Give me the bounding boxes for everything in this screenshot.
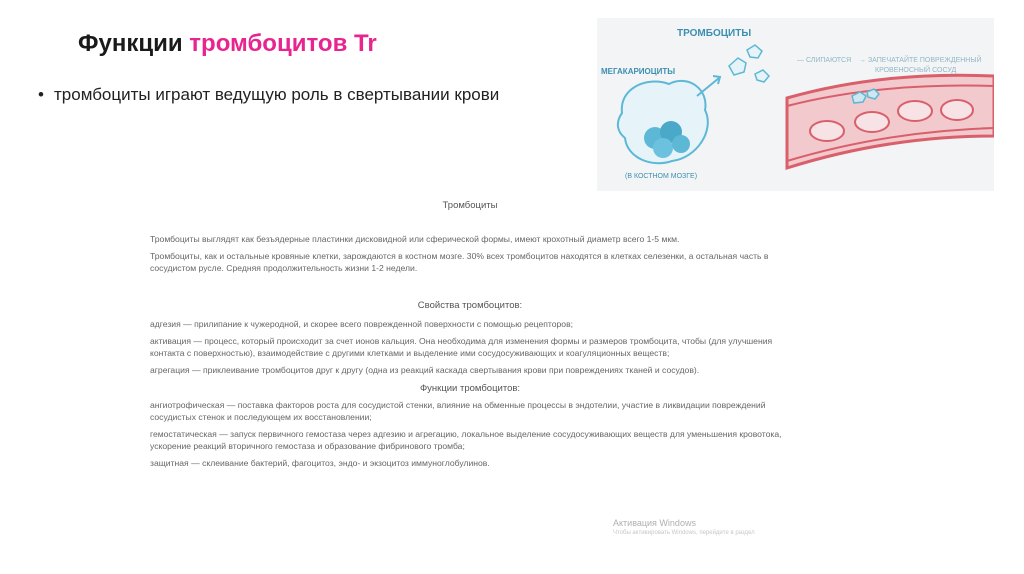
doc-list-item: гемостатическая — запуск первичного гемостаза через адгезию и агрегацию, локальное выделение сосудосуживающих веществ для уменьшения кровотока, ускорение реакций вторичного гемостаза и образование фибринового тромба; xyxy=(150,429,782,451)
platelet-illustration xyxy=(597,18,994,191)
bullet-item xyxy=(38,85,538,105)
platelet-icon xyxy=(729,58,746,75)
doc-list-item: активация — процесс, который происходит за счет ионов кальция. Она необходима для изменения формы и размеров тромбоцита, чтобы (для улучшения контакта с поверхностью), взаимодействие с другими клетками и выделение ими сосудосуживающих и коагуляционных веществ; xyxy=(150,336,773,358)
label-seal-line2: КРОВЕНОСНЫЙ СОСУД xyxy=(875,67,957,74)
platelet-icon xyxy=(755,70,769,82)
watermark-line2: Чтобы активировать Windows, перейдите в раздел xyxy=(613,530,755,536)
illustration-svg xyxy=(597,18,994,191)
doc-list-item: адгезия — прилипание к чужеродной, и скорее всего поврежденной поверхности с помощью рецепторов; xyxy=(150,318,574,329)
nucleus-lobe-icon xyxy=(653,138,673,158)
red-blood-cell-icon xyxy=(898,101,932,121)
doc-list-item: ангиотрофическая — поставка факторов роста для сосудистой стенки, влияние на обменные процессы в эндотелии, участие в ликвидации повреждений сосудистых стенок и последующем их восстановлении; xyxy=(150,400,766,422)
nucleus-lobe-icon xyxy=(672,135,690,153)
red-blood-cell-icon xyxy=(941,100,973,120)
label-megakaryocytes: МЕГАКАРИОЦИТЫ xyxy=(601,67,676,76)
doc-heading: Тромбоциты xyxy=(442,200,498,211)
bullet-text: тромбоциты играют ведущую роль в свертывании крови xyxy=(54,85,500,104)
title-plain: Функции xyxy=(78,30,183,57)
doc-list-item: защитная — склеивание бактерий, фагоцитоз, эндо- и экзоцитоз иммуноглобулинов. xyxy=(150,458,490,468)
document-excerpt xyxy=(150,200,790,470)
windows-activation-watermark xyxy=(613,518,755,536)
doc-subheading: Свойства тромбоцитов: xyxy=(417,300,523,311)
red-blood-cell-icon xyxy=(855,112,889,132)
doc-subheading: Функции тромбоцитов: xyxy=(419,382,521,394)
bullet-icon: • xyxy=(38,85,44,104)
platelet-icon xyxy=(747,45,762,58)
title-accent: тромбоцитов Tr xyxy=(189,30,377,57)
watermark-line1: Активация Windows xyxy=(613,518,696,528)
slide-title xyxy=(78,30,377,58)
label-bone-marrow: (В КОСТНОМ МОЗГЕ) xyxy=(625,173,698,180)
red-blood-cell-icon xyxy=(810,121,844,141)
doc-paragraph: Тромбоциты выглядят как безъядерные пластинки дисковидной или сферической формы, имеют крохотный диаметр всего 1-5 мкм. xyxy=(150,233,680,244)
label-seal-line1: → ЗАПЕЧАТАЙТЕ ПОВРЕЖДЕННЫЙ xyxy=(859,57,982,64)
doc-paragraph: Тромбоциты, как и остальные кровяные клетки, зарождаются в костном мозге. 30% всех тромбоцитов находятся в клетках селезенки, а остальная часть в сосудистом русле. Средняя продолжительность жизни 1-2 недели. xyxy=(150,251,769,273)
label-stick: — СЛИПАЮТСЯ xyxy=(797,57,852,64)
label-platelets: ТРОМБОЦИТЫ xyxy=(677,28,752,39)
doc-list-item: агрегация — приклеивание тромбоцитов друг к другу (одна из реакций каскада свертывания крови при повреждениях тканей и сосудов). xyxy=(150,365,700,375)
arrow-icon xyxy=(697,78,719,96)
